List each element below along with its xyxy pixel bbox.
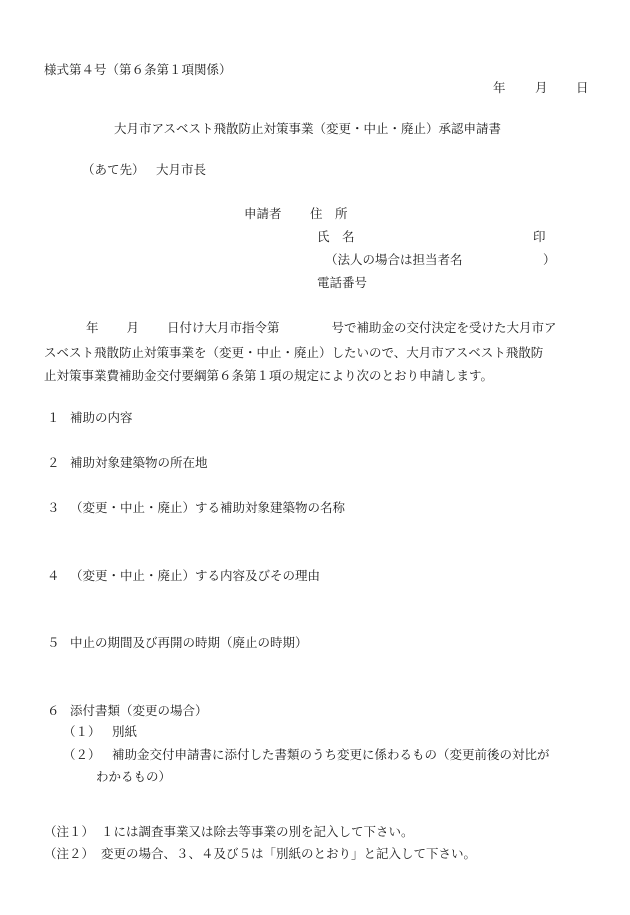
item-number: ４ <box>47 568 60 583</box>
applicant-label: 申請者 <box>244 206 282 221</box>
addressee-label: （あて先） <box>82 162 145 177</box>
attachment-text: 別紙 <box>112 724 138 739</box>
form-number: 様式第４号（第６条第１項関係） <box>44 62 232 77</box>
corporate-contact-close: ） <box>543 252 556 267</box>
item-text: （変更・中止・廃止）する補助対象建築物の名称 <box>70 500 346 515</box>
attachment-text: 補助金交付申請書に添付した書類のうち変更に係わるもの（変更前後の対比が <box>112 747 550 762</box>
document-title: 大月市アスベスト飛散防止対策事業（変更・中止・廃止）承認申請書 <box>114 121 502 136</box>
body-line-1 <box>86 322 557 335</box>
attachment-number: （１） <box>63 724 101 739</box>
applicant-name-label: 氏 名 <box>317 229 355 244</box>
body-month: 月 <box>126 320 140 335</box>
item-number: ５ <box>47 635 60 650</box>
note-text: 変更の場合、３、４及び５は「別紙のとおり」と記入して下さい。 <box>101 846 477 861</box>
item-text: （変更・中止・廃止）する内容及びその理由 <box>70 568 321 583</box>
applicant-address-label: 住 所 <box>310 206 348 221</box>
item-number: １ <box>47 410 60 425</box>
note-text: １には調査事業又は除去等事業の別を記入して下さい。 <box>101 824 414 839</box>
item-text: 添付書類（変更の場合） <box>70 703 208 718</box>
item-text: 補助対象建築物の所在地 <box>70 455 208 470</box>
date-year: 年 <box>493 80 506 95</box>
note-label: （注２） <box>44 846 95 861</box>
note-label: （注１） <box>44 824 95 839</box>
attachment-number: （２） <box>63 747 101 762</box>
body-line-1-rest: 号で補助金の交付決定を受けた大月市ア <box>331 320 557 335</box>
item-number: ６ <box>47 703 60 718</box>
item-text: 中止の期間及び再開の時期（廃止の時期） <box>70 635 308 650</box>
body-date-ref: 日付け大月市指令第 <box>167 320 280 335</box>
attachment-text-continued: わかるもの） <box>96 769 172 784</box>
body-line-2: スベスト飛散防止対策事業を（変更・中止・廃止）したいので、大月市アスベスト飛散防 <box>44 345 544 360</box>
seal-mark: 印 <box>533 229 546 244</box>
addressee-name: 大月市長 <box>156 162 207 177</box>
item-number: ２ <box>47 455 60 470</box>
date-day: 日 <box>576 80 589 95</box>
item-number: ３ <box>47 500 60 515</box>
body-line-3: 止対策事業費補助金交付要綱第６条第１項の規定により次のとおり申請します。 <box>44 368 494 383</box>
item-text: 補助の内容 <box>70 410 133 425</box>
applicant-phone-label: 電話番号 <box>317 275 368 290</box>
corporate-contact-note: （法人の場合は担当者名 <box>325 252 463 267</box>
date-month: 月 <box>535 80 548 95</box>
body-year: 年 <box>86 320 99 335</box>
